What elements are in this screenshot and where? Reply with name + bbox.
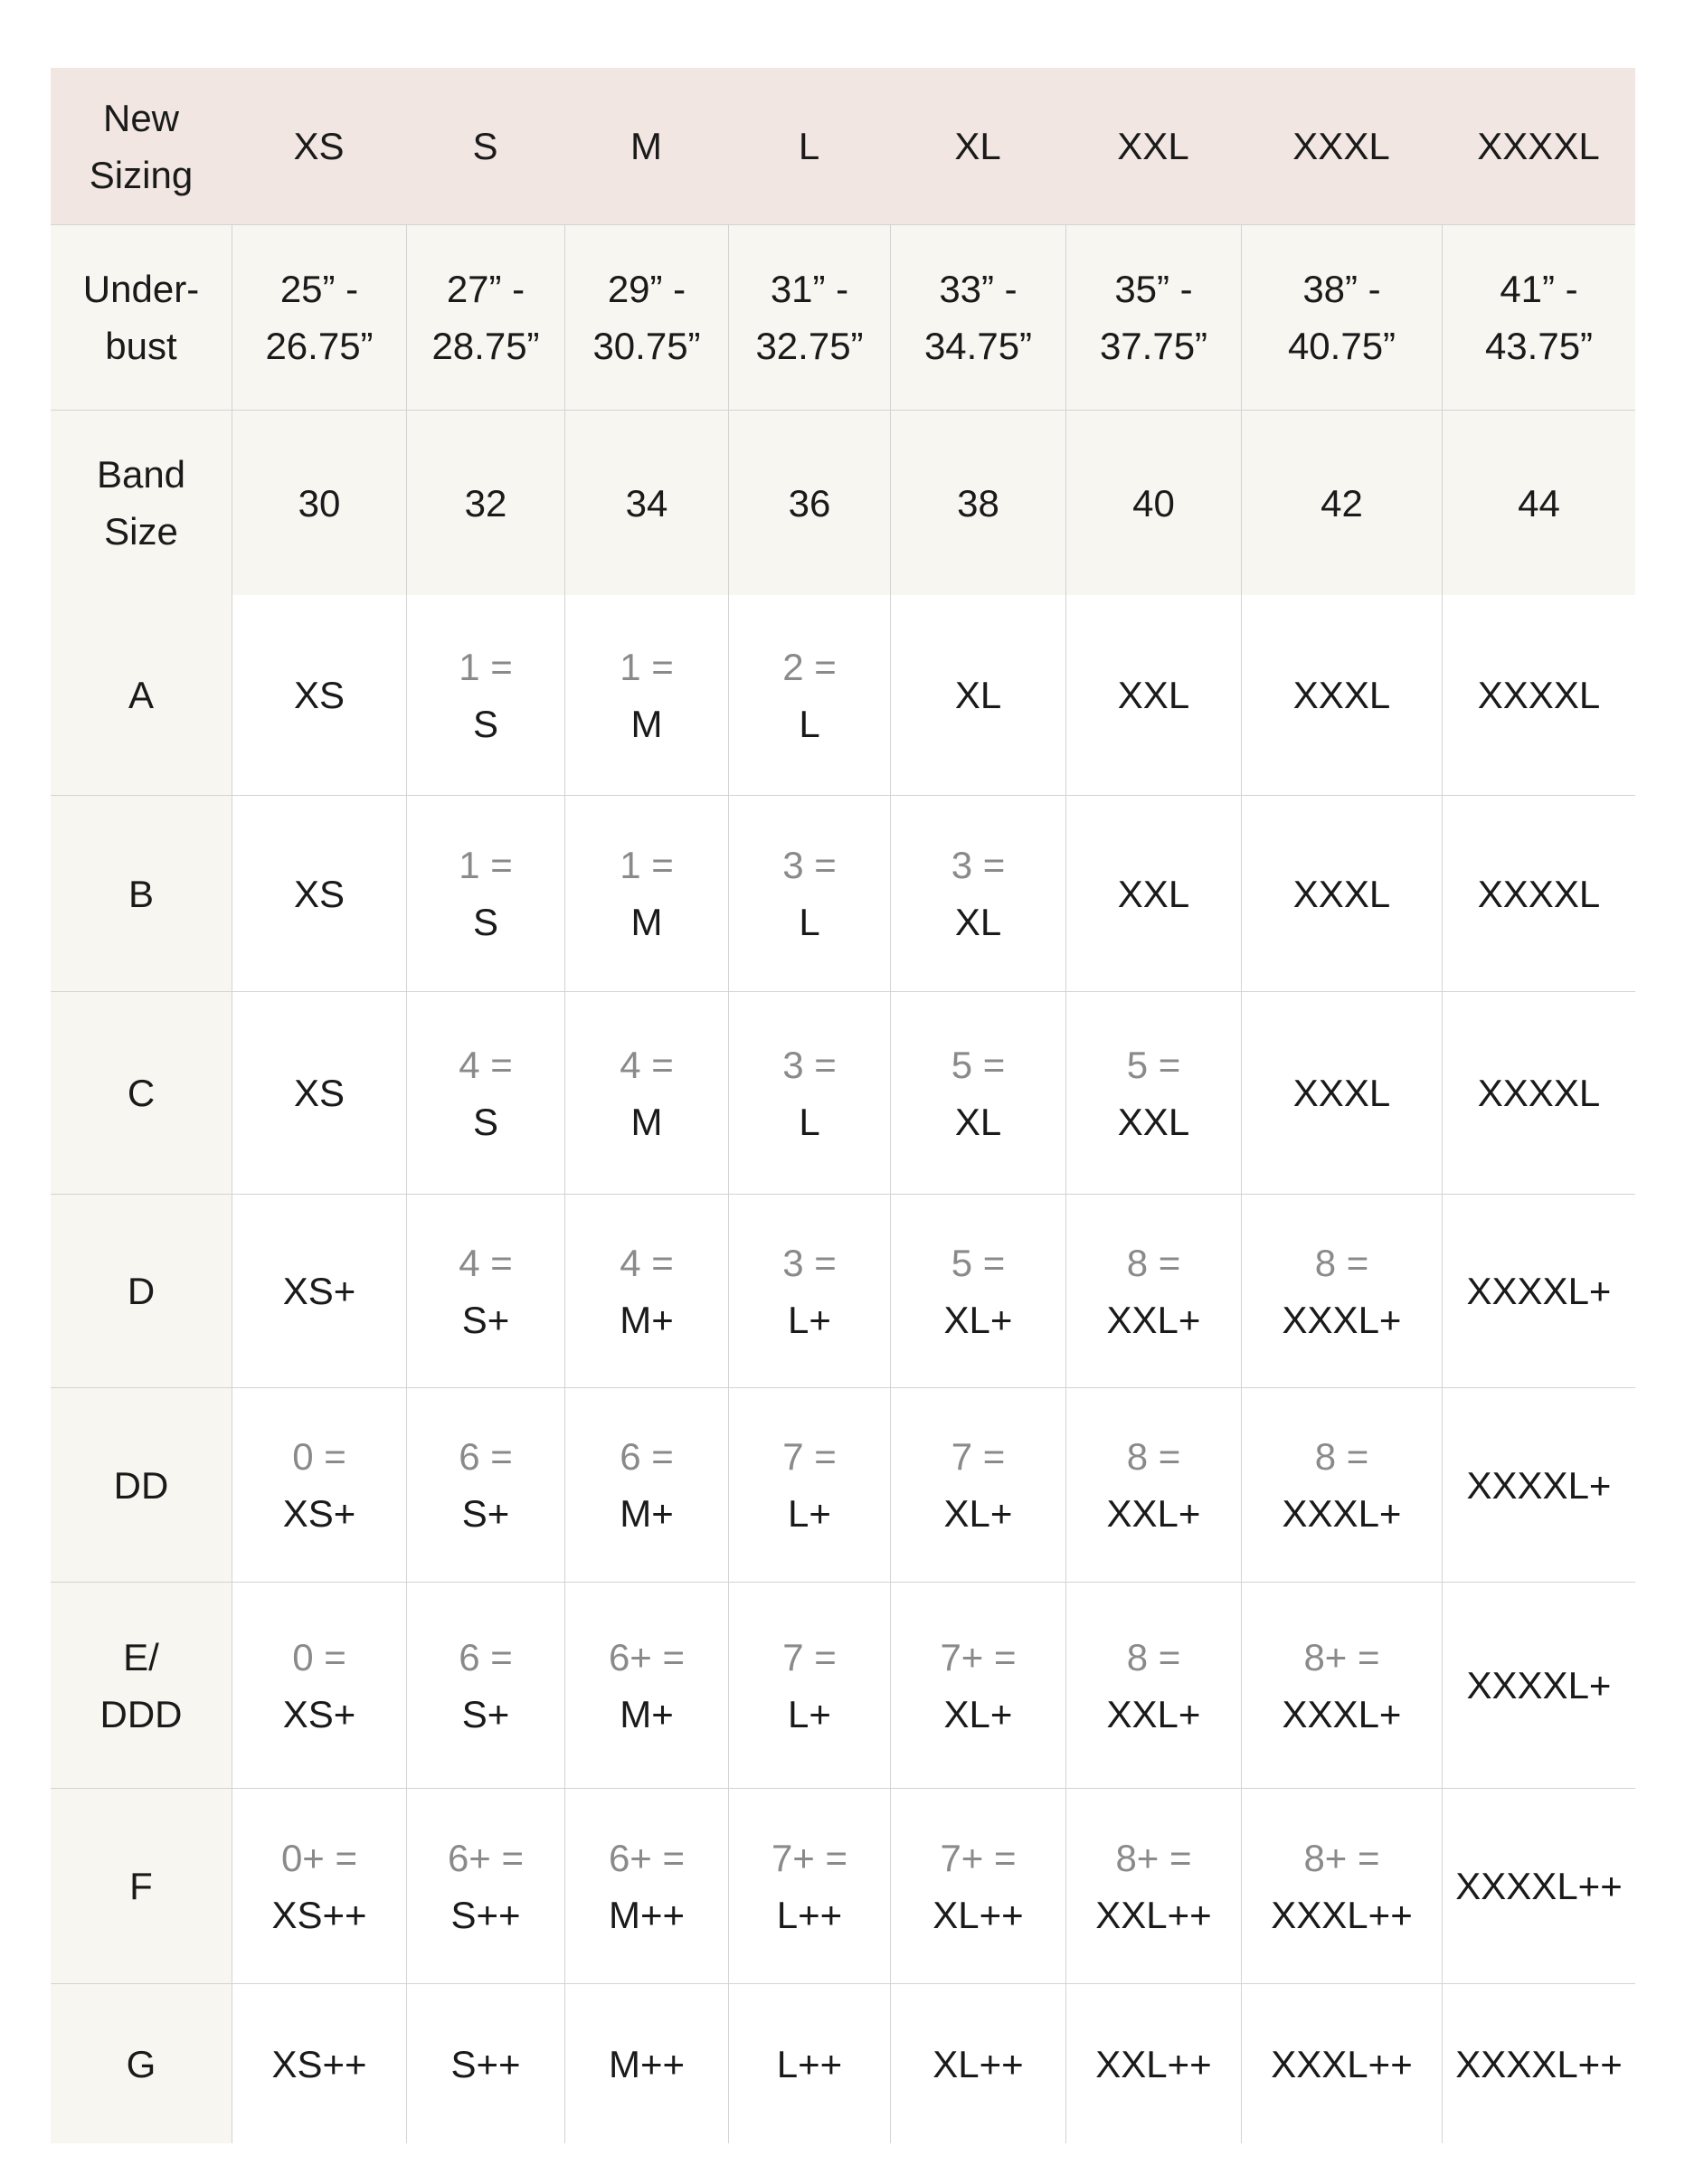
underbust-cell xyxy=(1065,225,1241,410)
size-note: 8 = xyxy=(1314,1435,1369,1478)
band-size-value: 42 xyxy=(1241,411,1442,595)
size-cell xyxy=(564,1984,728,2143)
cup-row xyxy=(51,1983,1635,2143)
size-value: L+ xyxy=(788,1492,831,1535)
header-size-xxxxl: XXXXL xyxy=(1477,125,1600,167)
size-value: XXL++ xyxy=(1095,2042,1212,2085)
header-label-line1: New xyxy=(102,96,180,139)
size-value: XS++ xyxy=(271,2042,367,2085)
size-value: XS+ xyxy=(282,1270,356,1312)
cup-label xyxy=(51,796,232,991)
band-size-value: 30 xyxy=(232,411,406,595)
size-cell xyxy=(1065,1789,1241,1983)
size-value: XL xyxy=(954,1100,1002,1143)
underbust-from: 38” - xyxy=(1302,268,1381,310)
size-note: 1 = xyxy=(620,645,674,688)
underbust-cell xyxy=(232,225,406,410)
header-size-xs: XS xyxy=(293,125,345,167)
size-value: XXL+ xyxy=(1106,1298,1201,1341)
size-cell xyxy=(1065,1583,1241,1788)
size-cell xyxy=(564,796,728,991)
underbust-to: 40.75” xyxy=(1287,325,1396,367)
size-value: M xyxy=(630,702,663,745)
size-value: S xyxy=(472,702,498,745)
size-note: 4 = xyxy=(620,1241,674,1284)
cup-label-text: A xyxy=(128,674,154,716)
size-cell xyxy=(564,992,728,1194)
size-cell xyxy=(1065,992,1241,1194)
size-cell xyxy=(406,1789,564,1983)
underbust-from: 31” - xyxy=(770,268,849,310)
cup-label xyxy=(51,1583,232,1788)
size-cell xyxy=(890,796,1065,991)
size-note: 6 = xyxy=(620,1435,674,1478)
size-note: 8+ = xyxy=(1303,1836,1380,1879)
underbust-to: 34.75” xyxy=(923,325,1033,367)
size-note: 7+ = xyxy=(771,1836,848,1879)
size-note: 6 = xyxy=(459,1435,513,1478)
size-cell xyxy=(406,796,564,991)
size-note: 6+ = xyxy=(608,1836,686,1879)
underbust-cell xyxy=(1442,225,1635,410)
underbust-to: 37.75” xyxy=(1099,325,1208,367)
cup-label-text: DD xyxy=(113,1463,169,1507)
size-value: XXXXL xyxy=(1477,674,1601,716)
size-note: 8 = xyxy=(1126,1241,1181,1284)
cup-label xyxy=(51,1984,232,2143)
size-value: M xyxy=(630,901,663,943)
size-note: 6+ = xyxy=(608,1635,686,1678)
size-cell xyxy=(890,1984,1065,2143)
size-cell xyxy=(890,1583,1065,1788)
size-value: XS xyxy=(293,1072,346,1114)
size-cell xyxy=(406,1583,564,1788)
underbust-to: 26.75” xyxy=(265,325,374,367)
cup-label-text: DDD xyxy=(99,1692,183,1735)
cup-row xyxy=(51,1788,1635,1983)
size-cell xyxy=(1241,1789,1442,1983)
size-note: 1 = xyxy=(620,844,674,886)
size-value: XL+ xyxy=(943,1492,1013,1535)
band-size-value: 34 xyxy=(564,411,728,595)
size-note: 0 = xyxy=(292,1435,346,1478)
size-value: XXL xyxy=(1117,872,1190,915)
underbust-to: 32.75” xyxy=(755,325,864,367)
size-value: XXXXL+ xyxy=(1466,1270,1612,1312)
size-note: 6+ = xyxy=(447,1836,525,1879)
size-cell xyxy=(232,992,406,1194)
size-value: L+ xyxy=(788,1298,831,1341)
cup-row xyxy=(51,1194,1635,1387)
size-cell xyxy=(1241,1388,1442,1582)
underbust-from: 35” - xyxy=(1114,268,1193,310)
size-cell xyxy=(728,992,890,1194)
size-value: XXXL xyxy=(1292,674,1391,716)
underbust-cell xyxy=(890,225,1065,410)
size-value: XXXXL+ xyxy=(1466,1463,1612,1507)
size-cell xyxy=(1442,1984,1635,2143)
cup-label-text: D xyxy=(127,1270,156,1312)
cup-label xyxy=(51,992,232,1194)
size-cell xyxy=(232,1388,406,1582)
size-value: XXXL++ xyxy=(1271,1893,1413,1936)
underbust-label-line1: Under- xyxy=(82,268,200,310)
size-cell xyxy=(406,1984,564,2143)
header-size-s: S xyxy=(472,125,498,167)
band-label-line2: Size xyxy=(104,510,178,553)
size-cell xyxy=(1442,992,1635,1194)
band-size-row xyxy=(51,410,1635,595)
size-value: L+ xyxy=(788,1692,831,1735)
size-note: 4 = xyxy=(620,1043,674,1086)
cup-label-text: G xyxy=(126,2042,156,2085)
size-value: XXXL+ xyxy=(1282,1298,1402,1341)
size-value: L++ xyxy=(776,1893,843,1936)
size-value: M+ xyxy=(620,1692,674,1735)
size-value: XL+ xyxy=(943,1298,1013,1341)
underbust-from: 27” - xyxy=(446,268,525,310)
size-cell xyxy=(232,595,406,795)
size-cell xyxy=(1065,1984,1241,2143)
size-value: XXL++ xyxy=(1095,1893,1212,1936)
size-value: XL+ xyxy=(943,1692,1013,1735)
cup-row xyxy=(51,1582,1635,1788)
size-cell xyxy=(890,1789,1065,1983)
size-note: 3 = xyxy=(782,1241,837,1284)
size-value: L xyxy=(799,702,820,745)
header-size-xxl: XXL xyxy=(1117,125,1189,167)
cup-row xyxy=(51,1387,1635,1582)
header-size-xl: XL xyxy=(954,125,1001,167)
size-value: S++ xyxy=(450,1893,521,1936)
size-value: XXXXL xyxy=(1477,872,1601,915)
size-value: M xyxy=(630,1100,663,1143)
size-cell xyxy=(1442,1583,1635,1788)
header-label xyxy=(51,68,232,224)
underbust-to: 43.75” xyxy=(1484,325,1594,367)
size-cell xyxy=(232,1195,406,1387)
size-cell xyxy=(406,1195,564,1387)
size-value: XXXXL++ xyxy=(1455,2042,1623,2085)
size-cell xyxy=(406,1388,564,1582)
header-size-l: L xyxy=(798,125,820,167)
size-note: 1 = xyxy=(459,844,513,886)
size-value: M+ xyxy=(620,1298,674,1341)
size-note: 5 = xyxy=(951,1043,1006,1086)
size-cell xyxy=(728,1984,890,2143)
size-value: XS+ xyxy=(282,1492,356,1535)
size-cell xyxy=(1442,796,1635,991)
size-value: S+ xyxy=(461,1692,510,1735)
size-value: M++ xyxy=(608,2042,686,2085)
size-note: 3 = xyxy=(951,844,1006,886)
size-note: 8 = xyxy=(1126,1635,1181,1678)
size-note: 5 = xyxy=(1126,1043,1181,1086)
size-note: 7+ = xyxy=(940,1635,1017,1678)
size-value: XXL+ xyxy=(1106,1492,1201,1535)
underbust-from: 33” - xyxy=(939,268,1018,310)
size-cell xyxy=(890,992,1065,1194)
underbust-cell xyxy=(564,225,728,410)
size-cell xyxy=(1065,1388,1241,1582)
size-note: 4 = xyxy=(459,1043,513,1086)
size-cell xyxy=(232,796,406,991)
size-value: XXXL+ xyxy=(1282,1492,1402,1535)
size-note: 0+ = xyxy=(280,1836,358,1879)
size-value: XXXXL xyxy=(1477,1072,1601,1114)
size-cell xyxy=(232,1583,406,1788)
size-value: M++ xyxy=(608,1893,686,1936)
size-cell xyxy=(728,1789,890,1983)
size-cell xyxy=(1065,796,1241,991)
size-value: S xyxy=(472,1100,498,1143)
band-size-value: 38 xyxy=(890,411,1065,595)
size-value: XXXL xyxy=(1292,872,1391,915)
underbust-row xyxy=(51,224,1635,410)
size-cell xyxy=(1065,1195,1241,1387)
size-cell xyxy=(1065,595,1241,795)
size-value: S+ xyxy=(461,1492,510,1535)
size-cell xyxy=(1442,1195,1635,1387)
size-note: 7 = xyxy=(782,1435,837,1478)
size-cell xyxy=(890,1388,1065,1582)
size-cell xyxy=(564,595,728,795)
size-cell xyxy=(1442,1789,1635,1983)
size-cell xyxy=(1241,1195,1442,1387)
size-value: XXL xyxy=(1117,1100,1190,1143)
band-size-label xyxy=(51,411,232,595)
underbust-label-line2: bust xyxy=(105,325,177,367)
size-note: 6 = xyxy=(459,1635,513,1678)
size-cell xyxy=(890,595,1065,795)
band-size-value: 36 xyxy=(728,411,890,595)
size-cell xyxy=(1241,595,1442,795)
size-cell xyxy=(1241,1583,1442,1788)
band-label-line1: Band xyxy=(96,453,186,496)
size-value: XXL+ xyxy=(1106,1692,1201,1735)
underbust-from: 29” - xyxy=(607,268,686,310)
size-cell xyxy=(728,595,890,795)
size-value: XS+ xyxy=(282,1692,356,1735)
header-size-xxxl: XXXL xyxy=(1292,125,1390,167)
size-note: 8 = xyxy=(1126,1435,1181,1478)
size-cell xyxy=(1241,1984,1442,2143)
size-cell xyxy=(564,1789,728,1983)
size-cell xyxy=(564,1195,728,1387)
size-value: XS++ xyxy=(271,1893,367,1936)
size-cell xyxy=(232,1984,406,2143)
underbust-from: 25” - xyxy=(279,268,359,310)
cup-row xyxy=(51,991,1635,1194)
size-value: XL xyxy=(954,901,1002,943)
size-cell xyxy=(1241,796,1442,991)
size-note: 7 = xyxy=(951,1435,1006,1478)
header-row xyxy=(51,68,1635,224)
size-value: XXXL+ xyxy=(1282,1692,1402,1735)
size-value: XXXXL++ xyxy=(1455,1865,1623,1907)
size-value: XL++ xyxy=(932,1893,1024,1936)
cup-rows xyxy=(51,595,1635,2143)
size-value: XXXL xyxy=(1292,1072,1391,1114)
size-value: L xyxy=(799,1100,820,1143)
cup-row xyxy=(51,795,1635,991)
size-cell xyxy=(564,1583,728,1788)
cup-label xyxy=(51,1388,232,1582)
size-value: S++ xyxy=(450,2042,521,2085)
size-cell xyxy=(728,796,890,991)
size-value: XS xyxy=(293,674,346,716)
size-note: 8+ = xyxy=(1303,1635,1380,1678)
cup-label-text: C xyxy=(127,1072,156,1114)
size-note: 4 = xyxy=(459,1241,513,1284)
size-value: S xyxy=(472,901,498,943)
size-cell xyxy=(890,1195,1065,1387)
size-value: XS xyxy=(293,872,346,915)
size-cell xyxy=(728,1388,890,1582)
underbust-to: 30.75” xyxy=(592,325,701,367)
size-value: XXXL++ xyxy=(1271,2042,1413,2085)
size-note: 0 = xyxy=(292,1635,346,1678)
cup-label-text: E/ xyxy=(123,1635,159,1678)
cup-label-text: B xyxy=(128,872,154,915)
band-size-value: 44 xyxy=(1442,411,1635,595)
size-cell xyxy=(406,595,564,795)
size-note: 2 = xyxy=(782,645,837,688)
size-cell xyxy=(1442,595,1635,795)
size-value: XL xyxy=(954,674,1002,716)
band-size-value: 32 xyxy=(406,411,564,595)
size-note: 1 = xyxy=(459,645,513,688)
underbust-cell xyxy=(1241,225,1442,410)
size-cell xyxy=(1442,1388,1635,1582)
cup-label xyxy=(51,1195,232,1387)
underbust-cell xyxy=(728,225,890,410)
underbust-to: 28.75” xyxy=(431,325,540,367)
header-label-line2: Sizing xyxy=(89,153,194,196)
size-note: 7+ = xyxy=(940,1836,1017,1879)
cup-row xyxy=(51,595,1635,795)
header-size-m: M xyxy=(630,125,662,167)
size-note: 3 = xyxy=(782,844,837,886)
size-value: M+ xyxy=(620,1492,674,1535)
cup-label-text: F xyxy=(129,1865,153,1907)
size-value: XXXXL+ xyxy=(1466,1664,1612,1707)
size-note: 3 = xyxy=(782,1043,837,1086)
size-note: 8 = xyxy=(1314,1241,1369,1284)
size-cell xyxy=(232,1789,406,1983)
size-value: XL++ xyxy=(932,2042,1024,2085)
cup-label xyxy=(51,595,232,795)
size-note: 7 = xyxy=(782,1635,837,1678)
size-value: S+ xyxy=(461,1298,510,1341)
size-value: XXL xyxy=(1117,674,1190,716)
size-cell xyxy=(728,1195,890,1387)
underbust-from: 41” - xyxy=(1500,268,1578,310)
size-value: L xyxy=(799,901,820,943)
cup-label xyxy=(51,1789,232,1983)
size-cell xyxy=(728,1583,890,1788)
band-size-value: 40 xyxy=(1065,411,1241,595)
size-chart-table xyxy=(51,68,1635,2143)
underbust-label xyxy=(51,225,232,410)
size-cell xyxy=(406,992,564,1194)
size-value: L++ xyxy=(776,2042,843,2085)
size-cell xyxy=(1241,992,1442,1194)
underbust-cell xyxy=(406,225,564,410)
size-note: 5 = xyxy=(951,1241,1006,1284)
size-note: 8+ = xyxy=(1115,1836,1192,1879)
size-cell xyxy=(564,1388,728,1582)
